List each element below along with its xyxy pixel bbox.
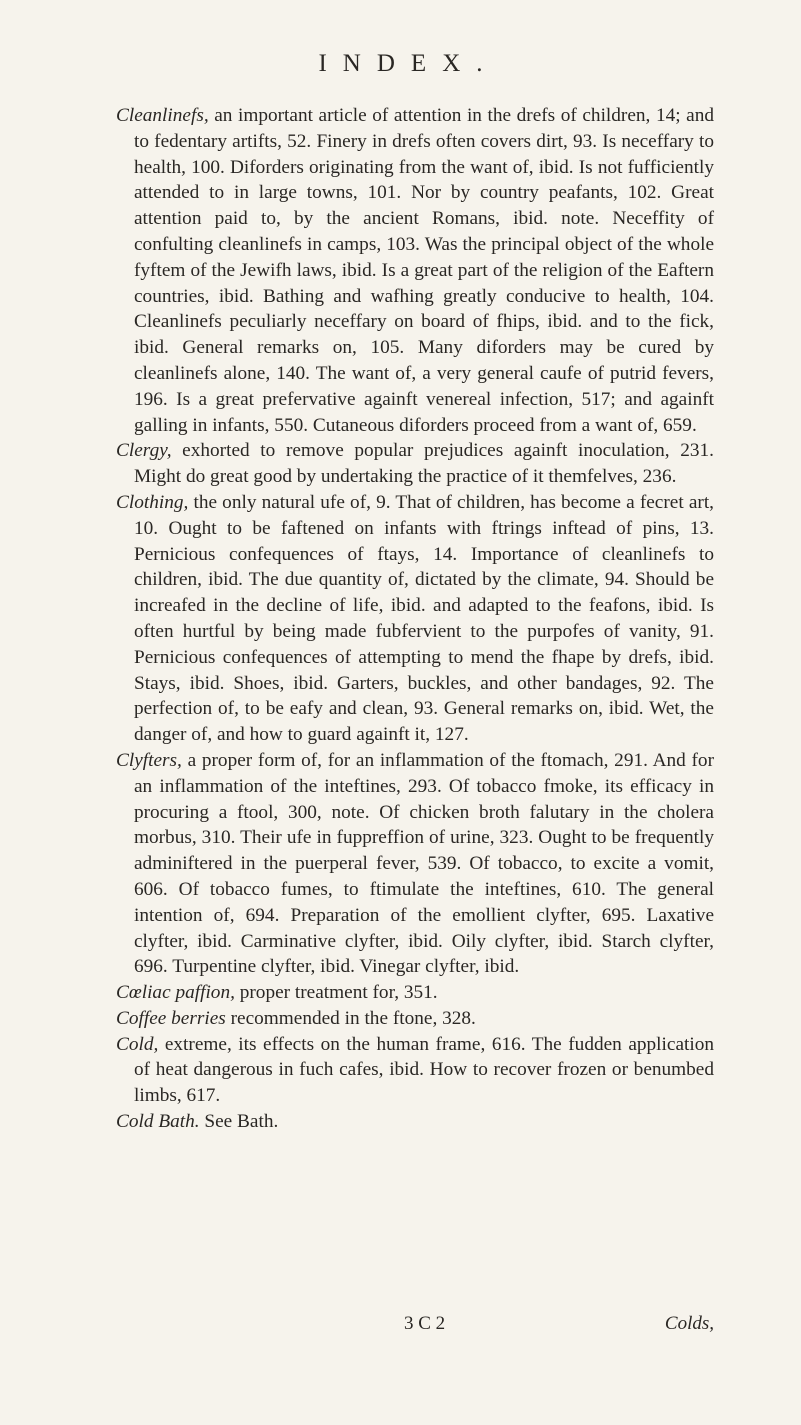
- index-entry: [116, 1006, 714, 1032]
- entry-text: an important article of attention in the drefs of children, 14; and to fedentary artifts, 52. Finery in drefs often covers dirt, 93. Is neceffary to health, 100. Diforders originating from the want of, ibid. Is not fufficiently attended to in large towns, 101. Nor by country peafants, 102. Great attention paid to, by the ancient Romans, ibid. note. Neceffity of confulting cleanlinefs in camps, 103. Was the principal object of the whole fyftem of the Jewifh laws, ibid. Is a great part of the religion of the Eaftern countries, ibid. Bathing and wafhing greatly conducive to health, 104. Cleanlinefs peculiarly neceffary on board of fhips, ibid. and to the fick, ibid. General remarks on, 105. Many diforders may be cured by cleanlinefs alone, 140. The want of, a very general caufe of putrid fevers, 196. Is a great prefervative againft venereal infection, 517; and againft galling in infants, 550. Cutaneous diforders proceed from a want of, 659.: [134, 105, 714, 436]
- entry-text: proper treatment for, 351.: [234, 982, 438, 1004]
- page-header: INDEX.: [318, 50, 499, 77]
- index-entry: [116, 1032, 714, 1109]
- index-entry: [116, 980, 714, 1006]
- entry-text: See Bath.: [199, 1111, 279, 1133]
- entry-headword: Clergy,: [116, 440, 172, 462]
- index-entry: [116, 438, 714, 490]
- entry-text: the only natural ufe of, 9. That of children, has become a fecret art, 10. Ought to be faftened on infants with ftrings inftead of pins, 13. Pernicious confequences of ftays, 14. Importance of cleanlinefs to children, ibid. The due quantity of, dictated by the climate, 94. Should be increafed in the decline of life, ibid. and adapted to the feafons, ibid. Is often hurtful by being made fubfervient to the purpofes of vanity, 91. Pernicious confequences of attempting to mend the fhape by drefs, ibid. Stays, ibid. Shoes, ibid. Garters, buckles, and other bandages, 92. The perfection of, to be eafy and clean, 93. General remarks on, ibid. Wet, the danger of, and how to guard againft it, 127.: [134, 491, 714, 746]
- index-entry: [116, 1109, 714, 1135]
- entry-text: recommended in the ftone, 328.: [225, 1007, 476, 1029]
- signature-mark: 3 C 2: [404, 1313, 446, 1334]
- entry-headword: Cœliac paffion,: [116, 982, 235, 1004]
- entry-headword: Cold Bath.: [116, 1111, 200, 1133]
- entry-headword: Cleanlinefs,: [116, 105, 209, 126]
- entry-text: exhorted to remove popular prejudices againft inoculation, 231. Might do great good by undertaking the practice of it themfelves, 236.: [134, 440, 714, 488]
- index-entry: [116, 490, 714, 748]
- entry-headword: Coffee berries: [116, 1007, 226, 1029]
- entry-headword: Cold,: [116, 1033, 159, 1055]
- page-footer: [116, 1313, 714, 1341]
- entry-headword: Clothing,: [116, 491, 189, 513]
- catchword: Colds,: [664, 1313, 714, 1334]
- entry-text: a proper form of, for an inflammation of the ftomach, 291. And for an inflammation of the inteftines, 293. Of tobacco fmoke, its efficacy in procuring a ftool, 300, note. Of chicken broth falutary in the cholera morbus, 310. Their ufe in fuppreffion of urine, 323. Ought to be frequently adminiftered in the puerperal fever, 539. Of tobacco, to excite a vomit, 606. Of tobacco fumes, to ftimulate the inteftines, 610. The general intention of, 694. Preparation of the emollient clyfter, 695. Laxative clyfter, ibid. Carminative clyfter, ibid. Oily clyfter, ibid. Starch clyfter, 696. Turpentine clyfter, ibid. Vinegar clyfter, ibid.: [134, 749, 714, 978]
- index-entry: [116, 103, 714, 438]
- entry-headword: Clyfters,: [116, 749, 182, 771]
- index-entry: [116, 748, 714, 980]
- entry-text: extreme, its effects on the human frame, 616. The fudden application of heat dangerous in fuch cafes, ibid. How to recover frozen or benumbed limbs, 617.: [134, 1033, 714, 1107]
- index-entries: [116, 103, 714, 1135]
